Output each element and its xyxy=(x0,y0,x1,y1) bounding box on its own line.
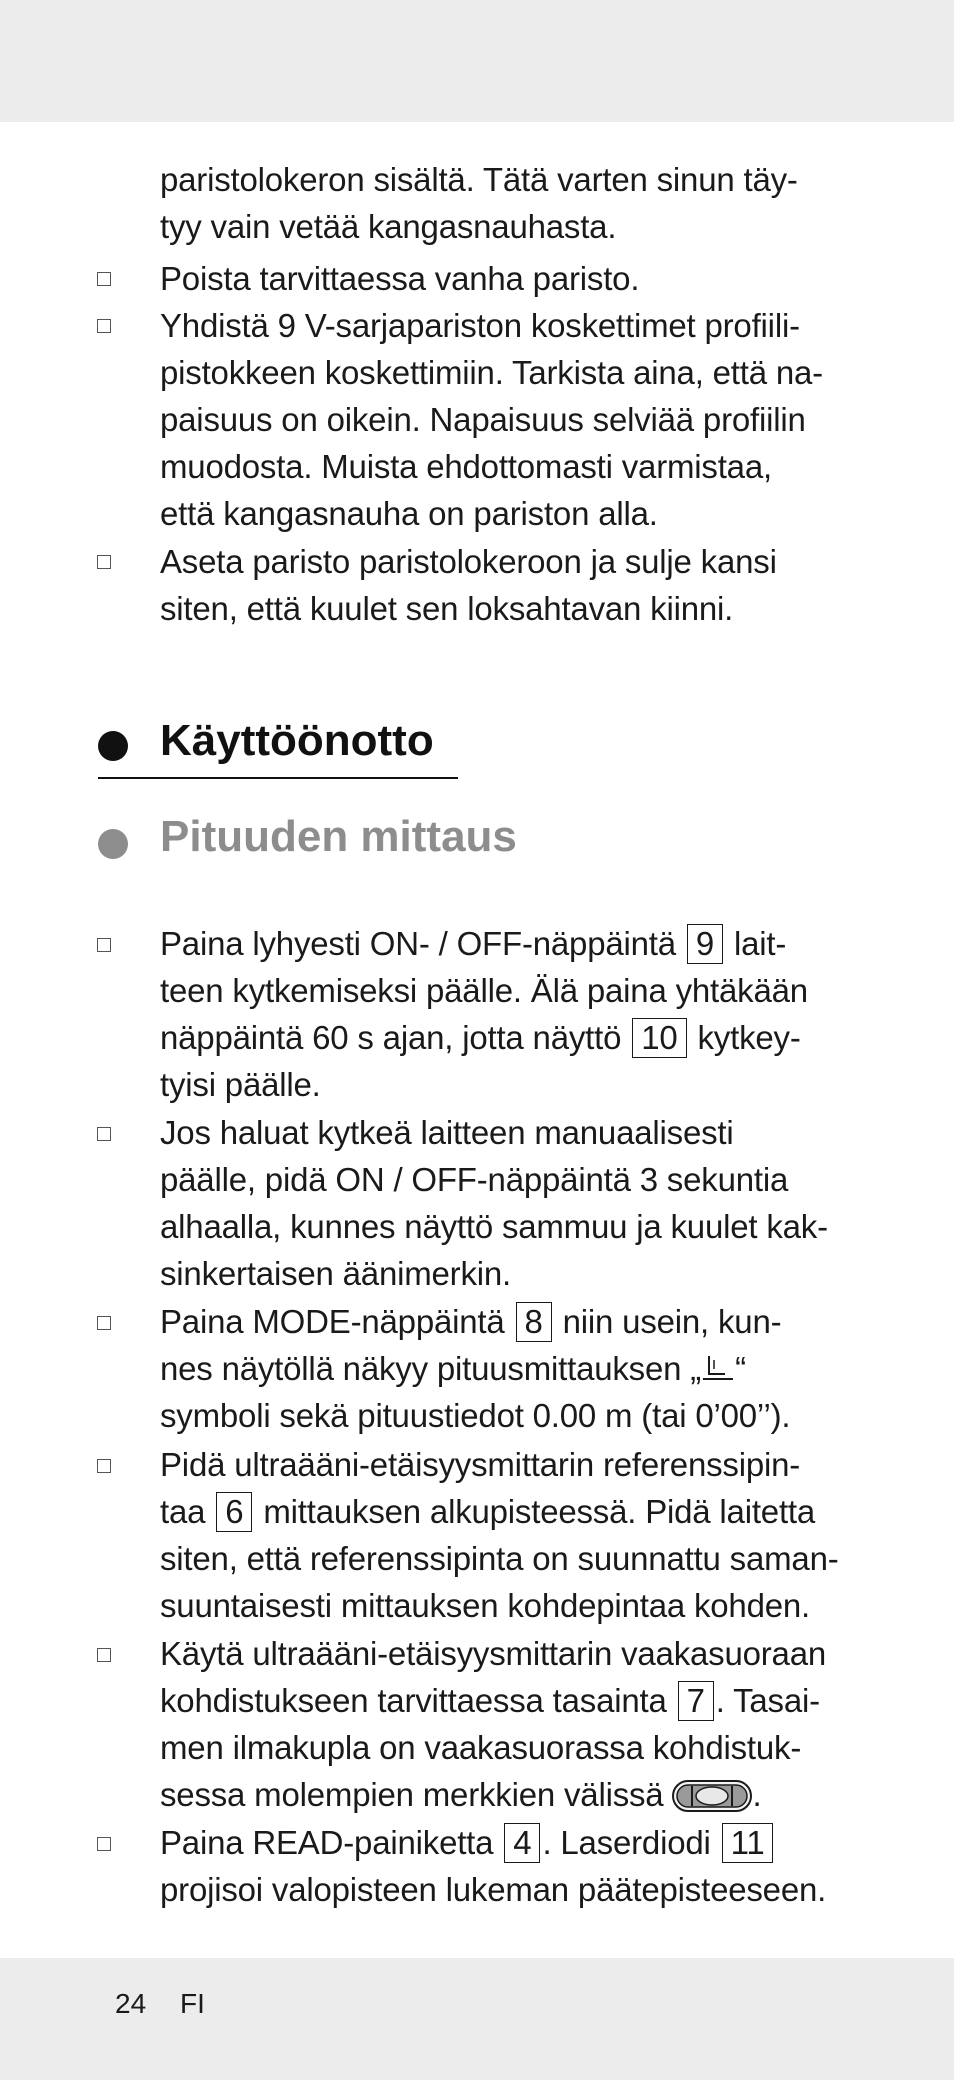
list-item: että kangasnauha on pariston alla. xyxy=(160,495,658,532)
list-item: Poista tarvittaessa vanha paristo. xyxy=(160,260,640,297)
intro-line: paristolokeron sisältä. Tätä varten sinun täy- xyxy=(160,161,798,198)
list-item: Käytä ultraääni-etäisyysmittarin vaakasuoraan xyxy=(160,1635,827,1672)
bullet-dot-icon xyxy=(98,731,128,761)
ref-number: 8 xyxy=(516,1302,552,1342)
ref-number: 9 xyxy=(687,924,723,964)
list-item: symboli sekä pituustiedot 0.00 m (tai 0’00’’). xyxy=(160,1397,791,1434)
ref-number: 10 xyxy=(632,1018,686,1058)
list-item: Paina lyhyesti ON- / OFF-näppäintä 9 lait- xyxy=(160,925,787,962)
checkbox-icon xyxy=(97,1316,111,1330)
list-item: nes näytöllä näkyy pituusmittauksen „ “ xyxy=(160,1350,746,1387)
list-item: sinkertaisen äänimerkin. xyxy=(160,1255,512,1292)
language-code: FI xyxy=(180,1988,205,2019)
list-item: pistokkeen koskettimiin. Tarkista aina, että na- xyxy=(160,354,823,391)
heading-underline xyxy=(98,777,458,779)
list-item: projisoi valopisteen lukeman päätepisteeseen. xyxy=(160,1871,827,1908)
spirit-level-bubble-icon xyxy=(672,1780,752,1812)
ref-number: 7 xyxy=(678,1681,714,1721)
list-item: alhaalla, kunnes näyttö sammuu ja kuulet kak- xyxy=(160,1208,828,1245)
subsection-heading: Pituuden mittaus xyxy=(160,812,517,861)
ref-number: 4 xyxy=(504,1823,540,1863)
list-item: teen kytkemiseksi päälle. Älä paina yhtäkään xyxy=(160,972,808,1009)
intro-line: tyy vain vetää kangasnauhasta. xyxy=(160,208,617,245)
list-item: päälle, pidä ON / OFF-näppäintä 3 sekuntia xyxy=(160,1161,789,1198)
list-item: Paina MODE-näppäintä 8 niin usein, kun- xyxy=(160,1303,782,1340)
list-item: Jos haluat kytkeä laitteen manuaalisesti xyxy=(160,1114,734,1151)
list-item: kohdistukseen tarvittaessa tasainta 7 . Tasai- xyxy=(160,1682,820,1719)
bullet-dot-icon xyxy=(98,829,128,859)
checkbox-icon xyxy=(97,272,111,286)
checkbox-icon xyxy=(97,1837,111,1851)
list-item: tyisi päälle. xyxy=(160,1066,321,1103)
list-item: muodosta. Muista ehdottomasti varmistaa, xyxy=(160,448,772,485)
checkbox-icon xyxy=(97,555,111,569)
checkbox-icon xyxy=(97,1127,111,1141)
list-item: suuntaisesti mittauksen kohdepintaa kohden. xyxy=(160,1587,810,1624)
list-item: Yhdistä 9 V-sarjapariston koskettimet profiili- xyxy=(160,307,800,344)
list-item: siten, että referenssipinta on suunnattu saman- xyxy=(160,1540,839,1577)
list-item: siten, että kuulet sen loksahtavan kiinni. xyxy=(160,590,734,627)
checkbox-icon xyxy=(97,1459,111,1473)
section-heading: Käyttöönotto xyxy=(160,716,434,765)
checkbox-icon xyxy=(97,319,111,333)
list-item: men ilmakupla on vaakasuorassa kohdistuk- xyxy=(160,1729,802,1766)
list-item: Paina READ-painiketta 4 . Laserdiodi 11 xyxy=(160,1819,775,1866)
list-item: sessa molempien merkkien välissä . xyxy=(160,1776,762,1813)
checkbox-icon xyxy=(97,1648,111,1662)
list-item: paisuus on oikein. Napaisuus selviää profiilin xyxy=(160,401,806,438)
list-item: näppäintä 60 s ajan, jotta näyttö 10 kytkey- xyxy=(160,1019,801,1056)
list-item: taa 6 mittauksen alkupisteessä. Pidä laitetta xyxy=(160,1493,816,1530)
ref-number: 11 xyxy=(722,1823,774,1863)
page-number: 24 xyxy=(115,1988,147,2019)
checkbox-icon xyxy=(97,938,111,952)
list-item: Pidä ultraääni-etäisyysmittarin referenssipin- xyxy=(160,1446,801,1483)
length-mode-icon xyxy=(701,1352,735,1384)
list-item: Aseta paristo paristolokeroon ja sulje kansi xyxy=(160,543,777,580)
ref-number: 6 xyxy=(216,1492,252,1532)
top-band xyxy=(0,0,954,122)
